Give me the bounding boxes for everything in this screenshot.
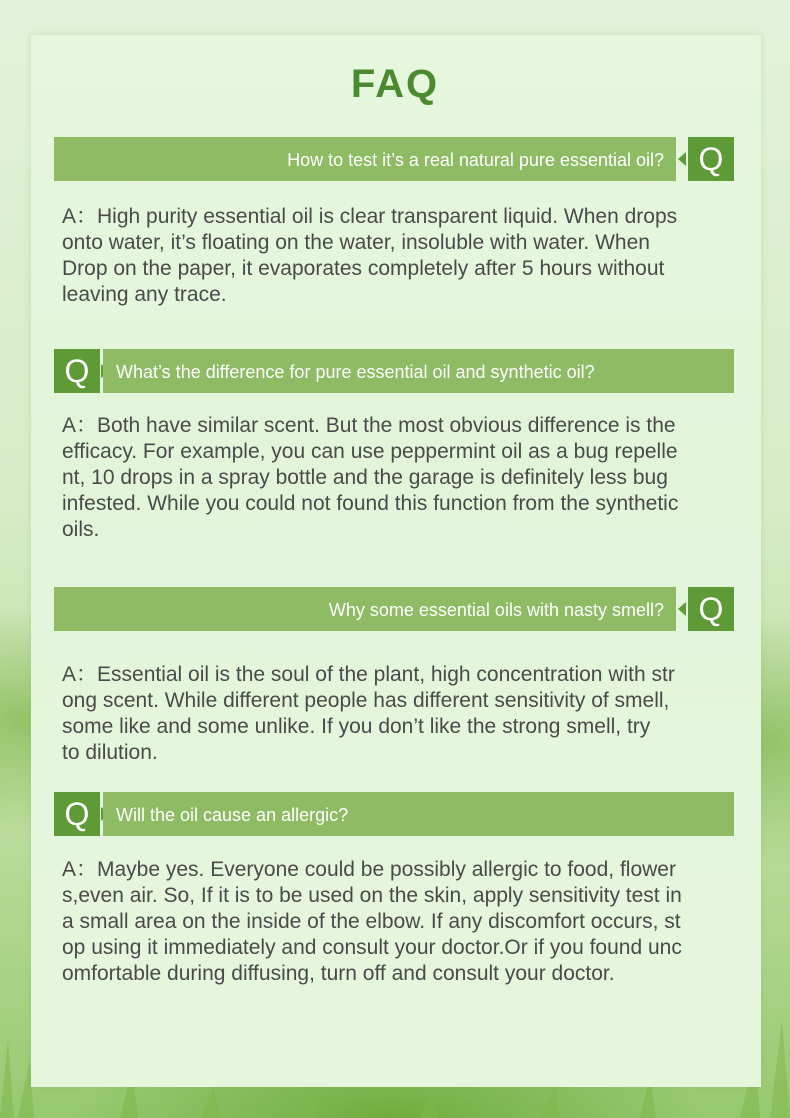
question-bar-1	[54, 137, 734, 181]
question-bar-3	[54, 587, 734, 631]
q-badge: Q	[688, 137, 734, 181]
pointer-triangle	[678, 152, 686, 166]
answer-text-4: A：Maybe yes. Everyone could be possibly allergic to food, flower s,even air. So, If it is to be used on the skin, apply sensitivity test in a small area on the inside of the elbow. If any discomfort occurs, st op using it immediately and consult your doctor.Or if you found unc omfortable during diffusing, turn off and consult your doctor.	[62, 858, 682, 985]
pointer-triangle	[678, 602, 686, 616]
question-text: Why some essential oils with nasty smell?	[328, 600, 664, 620]
q-badge: Q	[688, 587, 734, 631]
question-text: What’s the difference for pure essential oil and synthetic oil?	[116, 362, 595, 382]
answer-text-1: A：High purity essential oil is clear transparent liquid. When drops onto water, it’s floating on the water, insoluble with water. When Drop on the paper, it evaporates completely after 5 hours without leaving any trace.	[62, 205, 678, 306]
question-text: Will the oil cause an allergic?	[116, 805, 349, 825]
q-badge: Q	[54, 349, 100, 393]
question-bar-4	[54, 792, 734, 836]
question-bar-2	[54, 349, 734, 393]
answer-text-3: A：Essential oil is the soul of the plant, high concentration with str ong scent. While different people has different sensitivity of smell, some like and some unlike. If you don’t like the strong smell, try to dilution.	[62, 663, 675, 764]
answer-text-2: A：Both have similar scent. But the most obvious difference is the efficacy. For example, you can use peppermint oil as a bug repelle nt, 10 drops in a spray bottle and the garage is definitely less bug infested. While you could not found this function from the synthetic oils.	[62, 414, 679, 541]
q-badge: Q	[54, 792, 100, 836]
question-text: How to test it’s a real natural pure essential oil?	[287, 150, 664, 170]
page-title: FAQ	[350, 62, 440, 106]
